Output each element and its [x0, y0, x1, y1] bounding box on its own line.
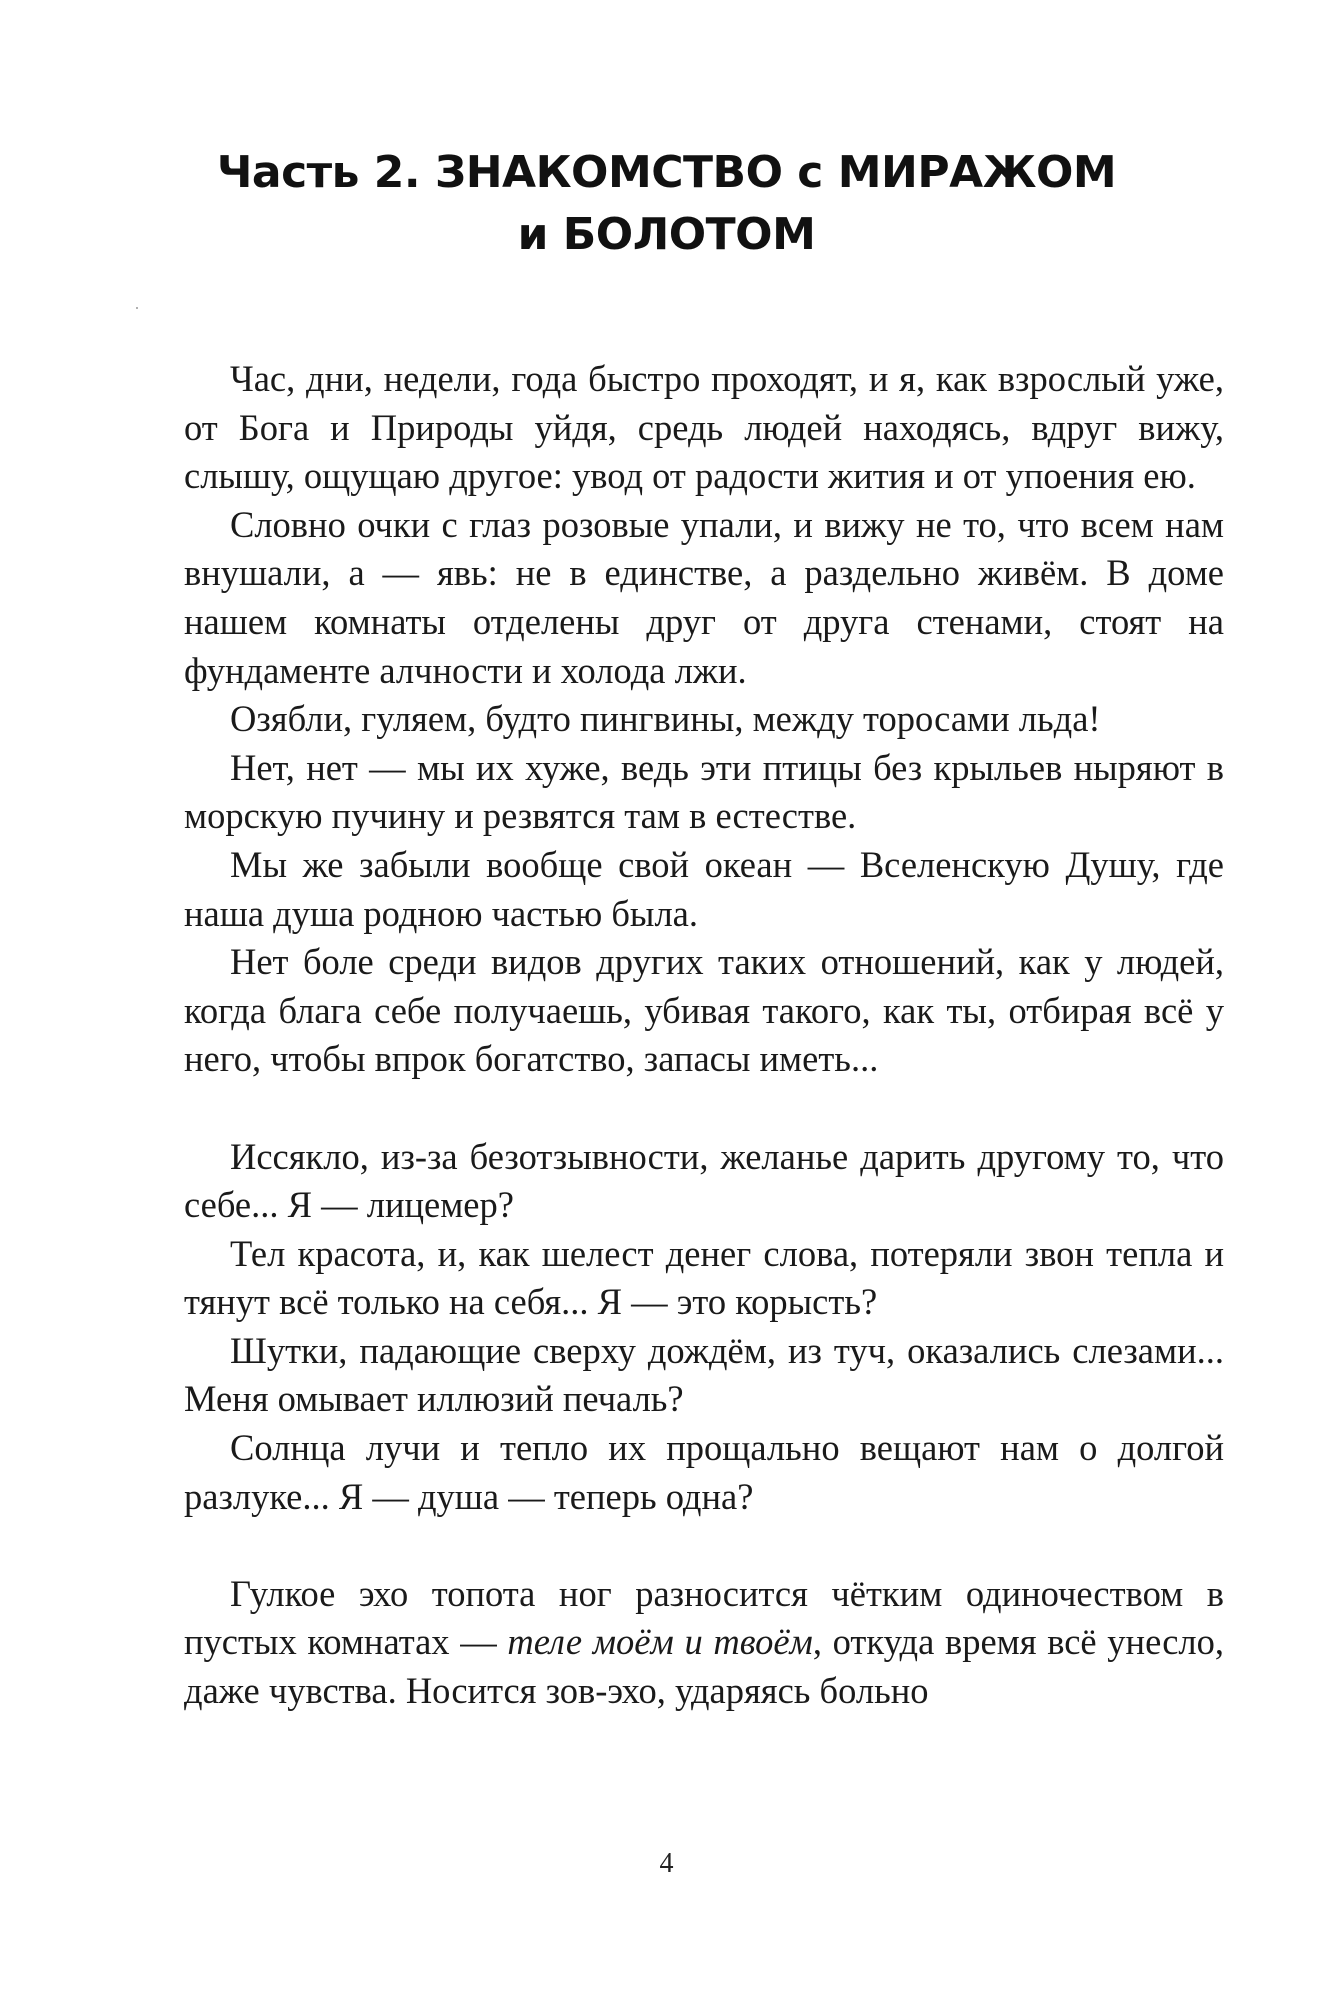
paragraph: Нет, нет — мы их хуже, ведь эти птицы без крыльев ныряют в морскую пучину и резвятся там в естестве.: [184, 746, 1224, 837]
paragraph: Солнца лучи и тепло их прощально вещают нам о долгой разлуке... Я — душа — теперь одна?: [184, 1427, 1224, 1517]
paragraph: Иссякло, из-за безотзывности, желанье дарить другому то, что себе... Я — лицемер?: [184, 1135, 1224, 1226]
paragraph: Нет боле среди видов других таких отношений, как у людей, когда блага себе получаешь, убивая такого, как ты, отбирая всё у него, чтобы впрок богатство, запасы иметь...: [184, 941, 1224, 1080]
paragraph: Словно очки с глаз розовые упали, и вижу не то, что всем нам внушали, а — явь: не в единстве, а раздельно живём. В доме нашем комнаты отделены друг от друга стенами, стоят на фундаменте алчности и холода лжи.: [184, 503, 1224, 691]
chapter-heading: [180, 142, 1153, 266]
paragraph-last-end: , откуда время всё унесло, даже чувства. Носится зов-эхо, ударяясь больно: [184, 1621, 1224, 1712]
chapter-heading-line-1: Часть 2. ЗНАКОМСТВО с МИРАЖОМ: [216, 147, 1117, 198]
paragraph-last: [184, 1570, 1224, 1716]
paragraph: Шутки, падающие сверху дождём, из туч, оказались слезами... Меня омывает иллюзий печаль?: [184, 1329, 1224, 1420]
paragraph: Тел красота, и, как шелест денег слова, потеряли звон тепла и тянут всё только на себя... Я — это корысть?: [184, 1232, 1224, 1323]
paragraph-last-italic: теле моём и твоём: [507, 1621, 813, 1663]
chapter-heading-line-2: и БОЛОТОМ: [517, 209, 816, 260]
paragraph: Мы же забыли вообще свой океан — Вселенскую Душу, где наша душа родною частью была.: [184, 843, 1224, 934]
paragraph: Час, дни, недели, года быстро проходят, и я, как взрослый уже, от Бога и Природы уйдя, средь людей находясь, вдруг вижу, слышу, ощущаю другое: увод от радости жития и от упоения ею.: [184, 358, 1224, 497]
paragraph-last-start: Гулкое эхо топота ног разносится чётким одиночеством в пустых комнатах —: [184, 1572, 1224, 1663]
body-text: [184, 355, 1224, 1716]
paragraph: Озябли, гуляем, будто пингвины, между торосами льда!: [230, 698, 1101, 740]
scan-speck: [136, 307, 138, 309]
page-number: 4: [659, 1848, 674, 1879]
